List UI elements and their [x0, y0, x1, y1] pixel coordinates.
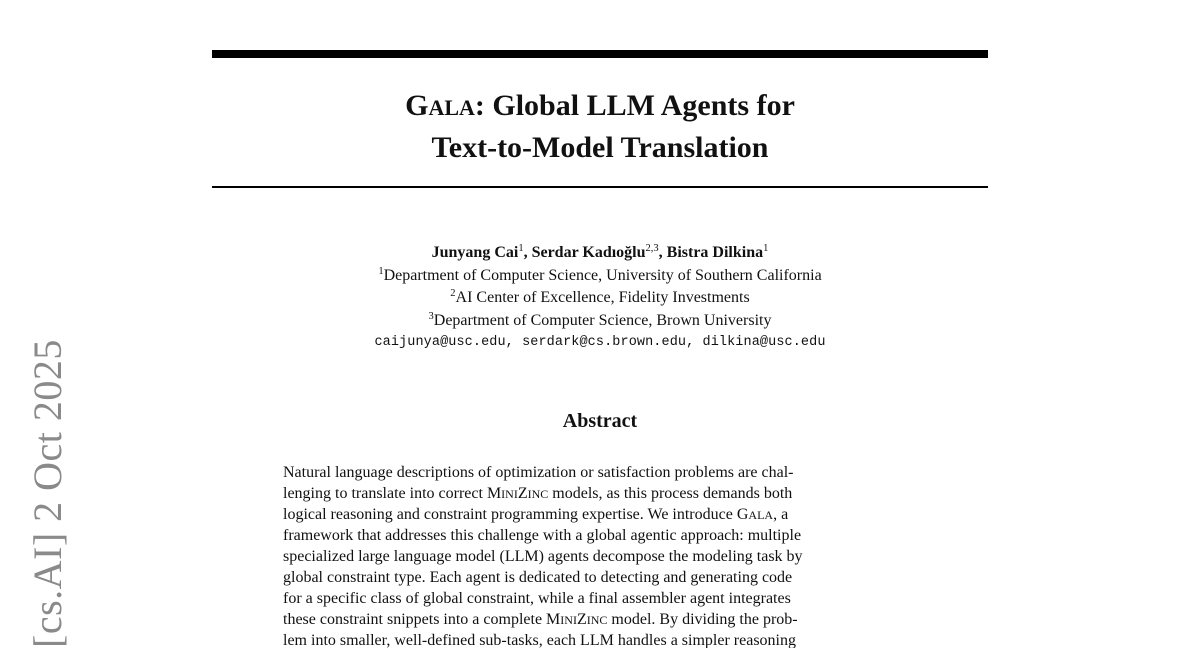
abstract-line: logical reasoning and constraint programming expertise. We introduce GALA, a: [283, 506, 789, 523]
abstract-line: specialized large language model (LLM) agents decompose the modeling task by: [283, 548, 803, 565]
affiliation-2: $^2$AI Center of Excellence, Fidelity Investments: [450, 288, 750, 306]
author-emails: caijunya@usc.edu, serdark@cs.brown.edu, dilkina@usc.edu: [374, 335, 826, 350]
abstract-line: framework that addresses this challenge with a global agentic approach: multiple: [283, 527, 802, 544]
paper-title: [212, 86, 988, 168]
title-line-2: Text-to-Model Translation: [431, 131, 769, 164]
author-3: , Bistra Dilkina: [658, 244, 764, 261]
abstract-line: these constraint snippets into a complete MINIZINC model. By dividing the prob-: [283, 611, 798, 628]
title-bottom-rule: [212, 186, 988, 188]
abstract-heading: Abstract: [562, 410, 638, 432]
author-block: [212, 242, 988, 355]
arxiv-sidebar-label: [cs.AI] 2 Oct 2025: [25, 339, 70, 648]
abstract-body: [283, 462, 919, 648]
abstract-line: for a specific class of global constraint, while a final assembler agent integrates: [283, 590, 791, 607]
author-1: Junyang Cai: [431, 244, 519, 261]
abstract-line: lem into smaller, well-defined sub-tasks, each LLM handles a simpler reasoning: [283, 632, 796, 648]
abstract-line: global constraint type. Each agent is dedicated to detecting and generating code: [283, 569, 793, 586]
affiliation-3: $^3$Department of Computer Science, Brown University: [428, 310, 772, 329]
abstract-line: lenging to translate into correct MINIZINC models, as this process demands both: [283, 485, 793, 502]
title-line-1: GALA: Global LLM Agents for: [405, 89, 795, 122]
author-names: Junyang Cai$^1$, Serdar Kadıoğlu$^{2,3}$, Bistra Dilkina$^1$: [431, 243, 769, 261]
affiliation-1: $^1$Department of Computer Science, University of Southern California: [378, 265, 822, 284]
author-2: , Serdar Kadıoğlu: [523, 244, 646, 261]
title-top-rule: [212, 50, 988, 58]
abstract-line: Natural language descriptions of optimization or satisfaction problems are chal-: [283, 464, 794, 481]
